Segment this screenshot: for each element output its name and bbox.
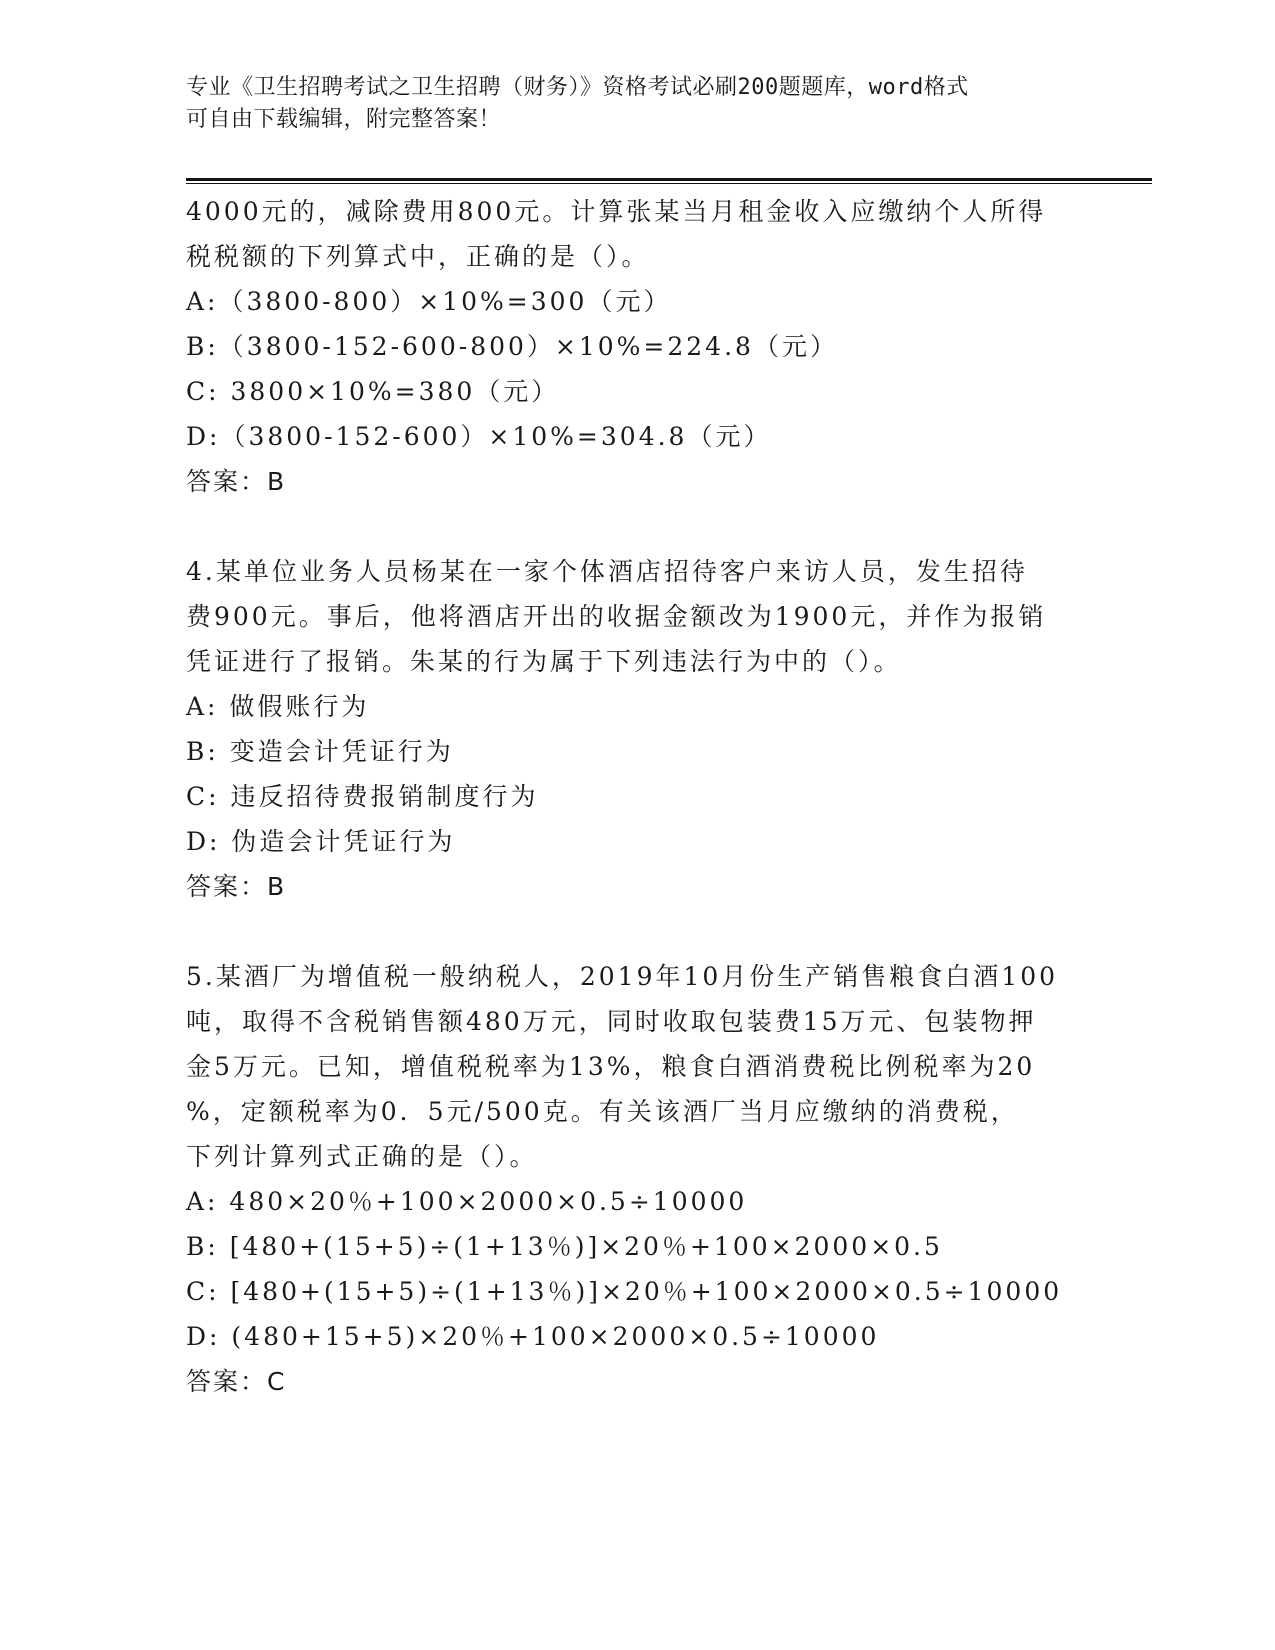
option-b: B: 变造会计凭证行为 [186,737,454,766]
question-text-line: 金5万元。已知，增值税税率为13%，粮食白酒消费税比例税率为20 [186,1052,1036,1081]
header-divider-thin [186,183,1152,184]
question-text-line: %，定额税率为0．5元/500克。有关该酒厂当月应缴纳的消费税， [186,1097,1019,1126]
option-a: A: 480×20％+100×2000×0.5÷10000 [186,1187,748,1216]
question-4 [186,549,1086,909]
question-text-line: 下列计算列式正确的是（）。 [186,1142,538,1171]
question-text-line: 税税额的下列算式中，正确的是（）。 [186,242,650,271]
header-title-line-2: 可自由下载编辑，附完整答案！ [186,107,502,132]
answer-line: 答案：B [186,467,287,496]
option-a: A: 做假账行为 [186,692,370,721]
question-text-line: 4.某单位业务人员杨某在一家个体酒店招待客户来访人员，发生招待 [186,557,1028,586]
question-text-line: 4000元的，减除费用800元。计算张某当月租金收入应缴纳个人所得 [186,197,1047,226]
question-5 [186,954,1086,1404]
option-b: B: [480+(15+5)÷(1+13％)]×20％+100×2000×0.5 [186,1232,943,1261]
question-text-line: 凭证进行了报销。朱某的行为属于下列违法行为中的（）。 [186,647,902,676]
option-b: B:（3800-152-600-800）×10%=224.8（元） [186,332,838,361]
header-divider-thick [186,178,1152,181]
question-text-line: 5.某酒厂为增值税一般纳税人，2019年10月份生产销售粮食白酒100 [186,962,1059,991]
option-d: D: (480+15+5)×20％+100×2000×0.5÷10000 [186,1322,880,1351]
option-d: D: 伪造会计凭证行为 [186,827,456,856]
option-d: D:（3800-152-600）×10%=304.8（元） [186,422,772,451]
header-title-line-1: 专业《卫生招聘考试之卫生招聘（财务）》资格考试必刷200题题库，word格式 [186,75,969,100]
answer-line: 答案：B [186,872,287,901]
question-text-line: 吨，取得不含税销售额480万元，同时收取包装费15万元、包装物押 [186,1007,1037,1036]
option-a: A:（3800-800）×10%=300（元） [186,287,672,316]
document-body [186,189,1086,1404]
option-c: C: [480+(15+5)÷(1+13％)]×20％+100×2000×0.5÷10000 [186,1277,1063,1306]
document-header [186,72,1066,136]
answer-line: 答案：C [186,1367,287,1396]
question-text-line: 费900元。事后，他将酒店开出的收据金额改为1900元，并作为报销 [186,602,1047,631]
option-c: C: 3800×10%=380（元） [186,377,560,406]
spacer [186,504,1086,549]
question-3 [186,189,1086,504]
spacer [186,909,1086,954]
option-c: C: 违反招待费报销制度行为 [186,782,539,811]
